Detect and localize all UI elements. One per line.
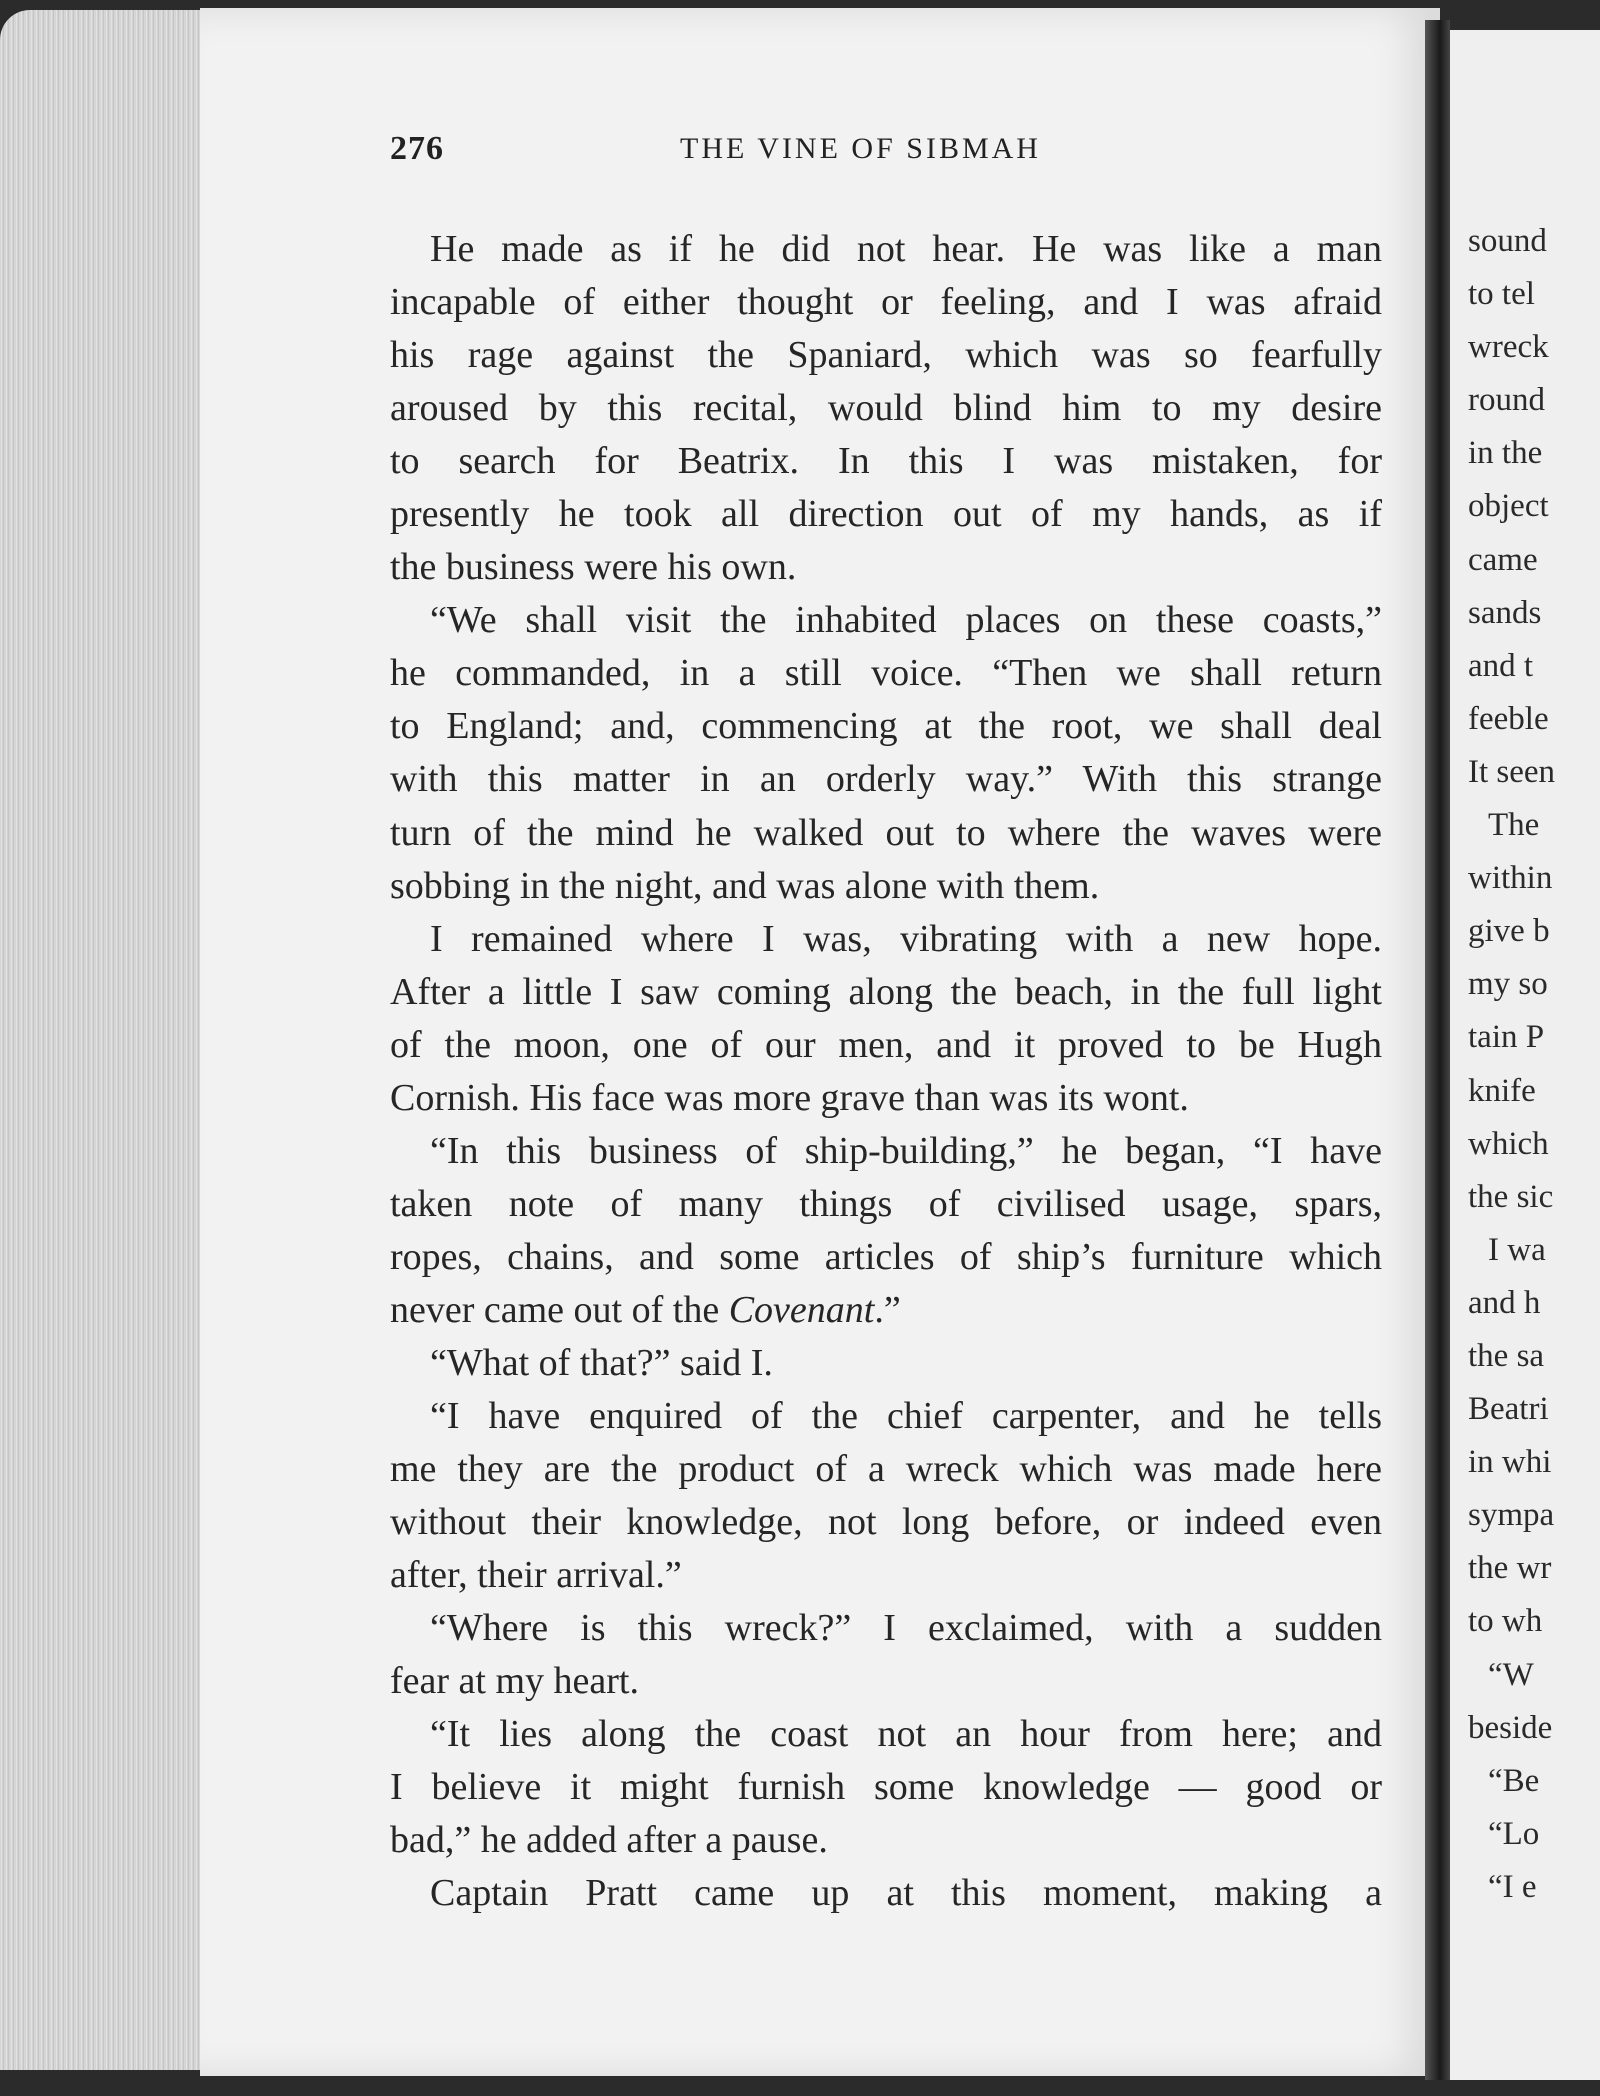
right-page-line: within [1468, 860, 1553, 897]
text-line: bad,” he added after a pause. [390, 1819, 828, 1862]
text-line: after, their arrival.” [390, 1554, 682, 1597]
text-line: “We shall visit the inhabited places on these coasts,” [430, 599, 1382, 642]
text-line: turn of the mind he walked out to where the waves were [390, 811, 1382, 854]
body-text [390, 223, 1382, 1921]
text-line: “In this business of ship-building,” he began, “I have [430, 1129, 1382, 1172]
text-line: aroused by this recital, would blind him to my desire [390, 387, 1382, 430]
right-page-text [1468, 215, 1600, 1914]
right-page-line: “W [1488, 1656, 1534, 1693]
text-line: taken note of many things of civilised usage, spars, [390, 1182, 1382, 1225]
text-line: I remained where I was, vibrating with a new hope. [430, 917, 1382, 960]
right-page-line: in the [1468, 435, 1543, 472]
text-line: sobbing in the night, and was alone with them. [390, 864, 1100, 907]
text-line: with this matter in an orderly way.” With this strange [390, 758, 1382, 801]
text-line: without their knowledge, not long before, or indeed even [390, 1501, 1382, 1544]
text-line: He made as if he did not hear. He was like a man [430, 228, 1382, 270]
right-page-line: beside [1468, 1709, 1553, 1746]
right-page-line: The [1488, 807, 1540, 844]
text-line: “I have enquired of the chief carpenter, and he tells [430, 1395, 1382, 1438]
page-number: 276 [390, 130, 444, 167]
right-page-line: “Lo [1488, 1815, 1540, 1852]
right-page-line: to tel [1468, 276, 1535, 313]
book-title: THE VINE OF SIBMAH [680, 132, 1041, 165]
right-page-line: Beatri [1468, 1391, 1549, 1428]
text-line: of the moon, one of our men, and it proved to be Hugh [390, 1023, 1382, 1066]
right-page-line: wreck [1468, 329, 1549, 366]
text-line: I believe it might furnish some knowledge — good or [390, 1766, 1382, 1809]
right-page-line: sympa [1468, 1497, 1555, 1534]
right-page-line: tain P [1468, 1019, 1545, 1056]
text-line: his rage against the Spaniard, which was so fearfully [390, 334, 1382, 377]
right-page-line: feeble [1468, 700, 1549, 737]
right-page-line: knife [1468, 1072, 1536, 1109]
text-line: never came out of the Covenant.” [390, 1288, 901, 1331]
right-page-line: round [1468, 382, 1545, 419]
text-line: to search for Beatrix. In this I was mistaken, for [390, 440, 1382, 483]
running-head [390, 130, 1382, 180]
text-line: me they are the product of a wreck which was made here [390, 1448, 1382, 1491]
right-page-line: sands [1468, 594, 1542, 631]
right-page-line: give b [1468, 913, 1550, 950]
right-page-line: in whi [1468, 1444, 1552, 1481]
text-line: After a little I saw coming along the beach, in the full light [390, 970, 1382, 1013]
text-line: “It lies along the coast not an hour from here; and [430, 1713, 1382, 1756]
text-line: “What of that?” said I. [430, 1341, 773, 1384]
right-page-line: “I e [1488, 1868, 1537, 1905]
right-page-line: the sa [1468, 1337, 1545, 1374]
right-page-line: and h [1468, 1284, 1541, 1321]
right-page-line: the sic [1468, 1178, 1554, 1215]
text-line: he commanded, in a still voice. “Then we shall return [390, 652, 1382, 695]
right-page-line: object [1468, 488, 1549, 525]
right-page-line: sound [1468, 223, 1547, 259]
right-page-line: to wh [1468, 1603, 1543, 1640]
book-gutter [1425, 20, 1450, 2080]
text-line: the business were his own. [390, 546, 797, 589]
right-page-line: and t [1468, 647, 1534, 684]
right-page-line: the wr [1468, 1550, 1552, 1587]
text-line: incapable of either thought or feeling, and I was afraid [390, 281, 1382, 324]
right-page-line: which [1468, 1125, 1549, 1162]
right-page-line: my so [1468, 966, 1548, 1003]
text-line: to England; and, commencing at the root, we shall deal [390, 705, 1382, 748]
text-line: Captain Pratt came up at this moment, making a [430, 1872, 1382, 1915]
book-page-edges [0, 10, 210, 2070]
right-page-line: I wa [1488, 1231, 1546, 1268]
text-line: presently he took all direction out of my hands, as if [390, 493, 1382, 536]
right-page-line: came [1468, 541, 1538, 578]
right-page-line: “Be [1488, 1762, 1540, 1799]
right-page-line: It seen [1468, 753, 1556, 790]
text-line: ropes, chains, and some articles of ship’s furniture which [390, 1235, 1382, 1278]
text-line: fear at my heart. [390, 1660, 639, 1703]
text-line: “Where is this wreck?” I exclaimed, with a sudden [430, 1607, 1382, 1650]
text-line: Cornish. His face was more grave than was its wont. [390, 1076, 1189, 1119]
